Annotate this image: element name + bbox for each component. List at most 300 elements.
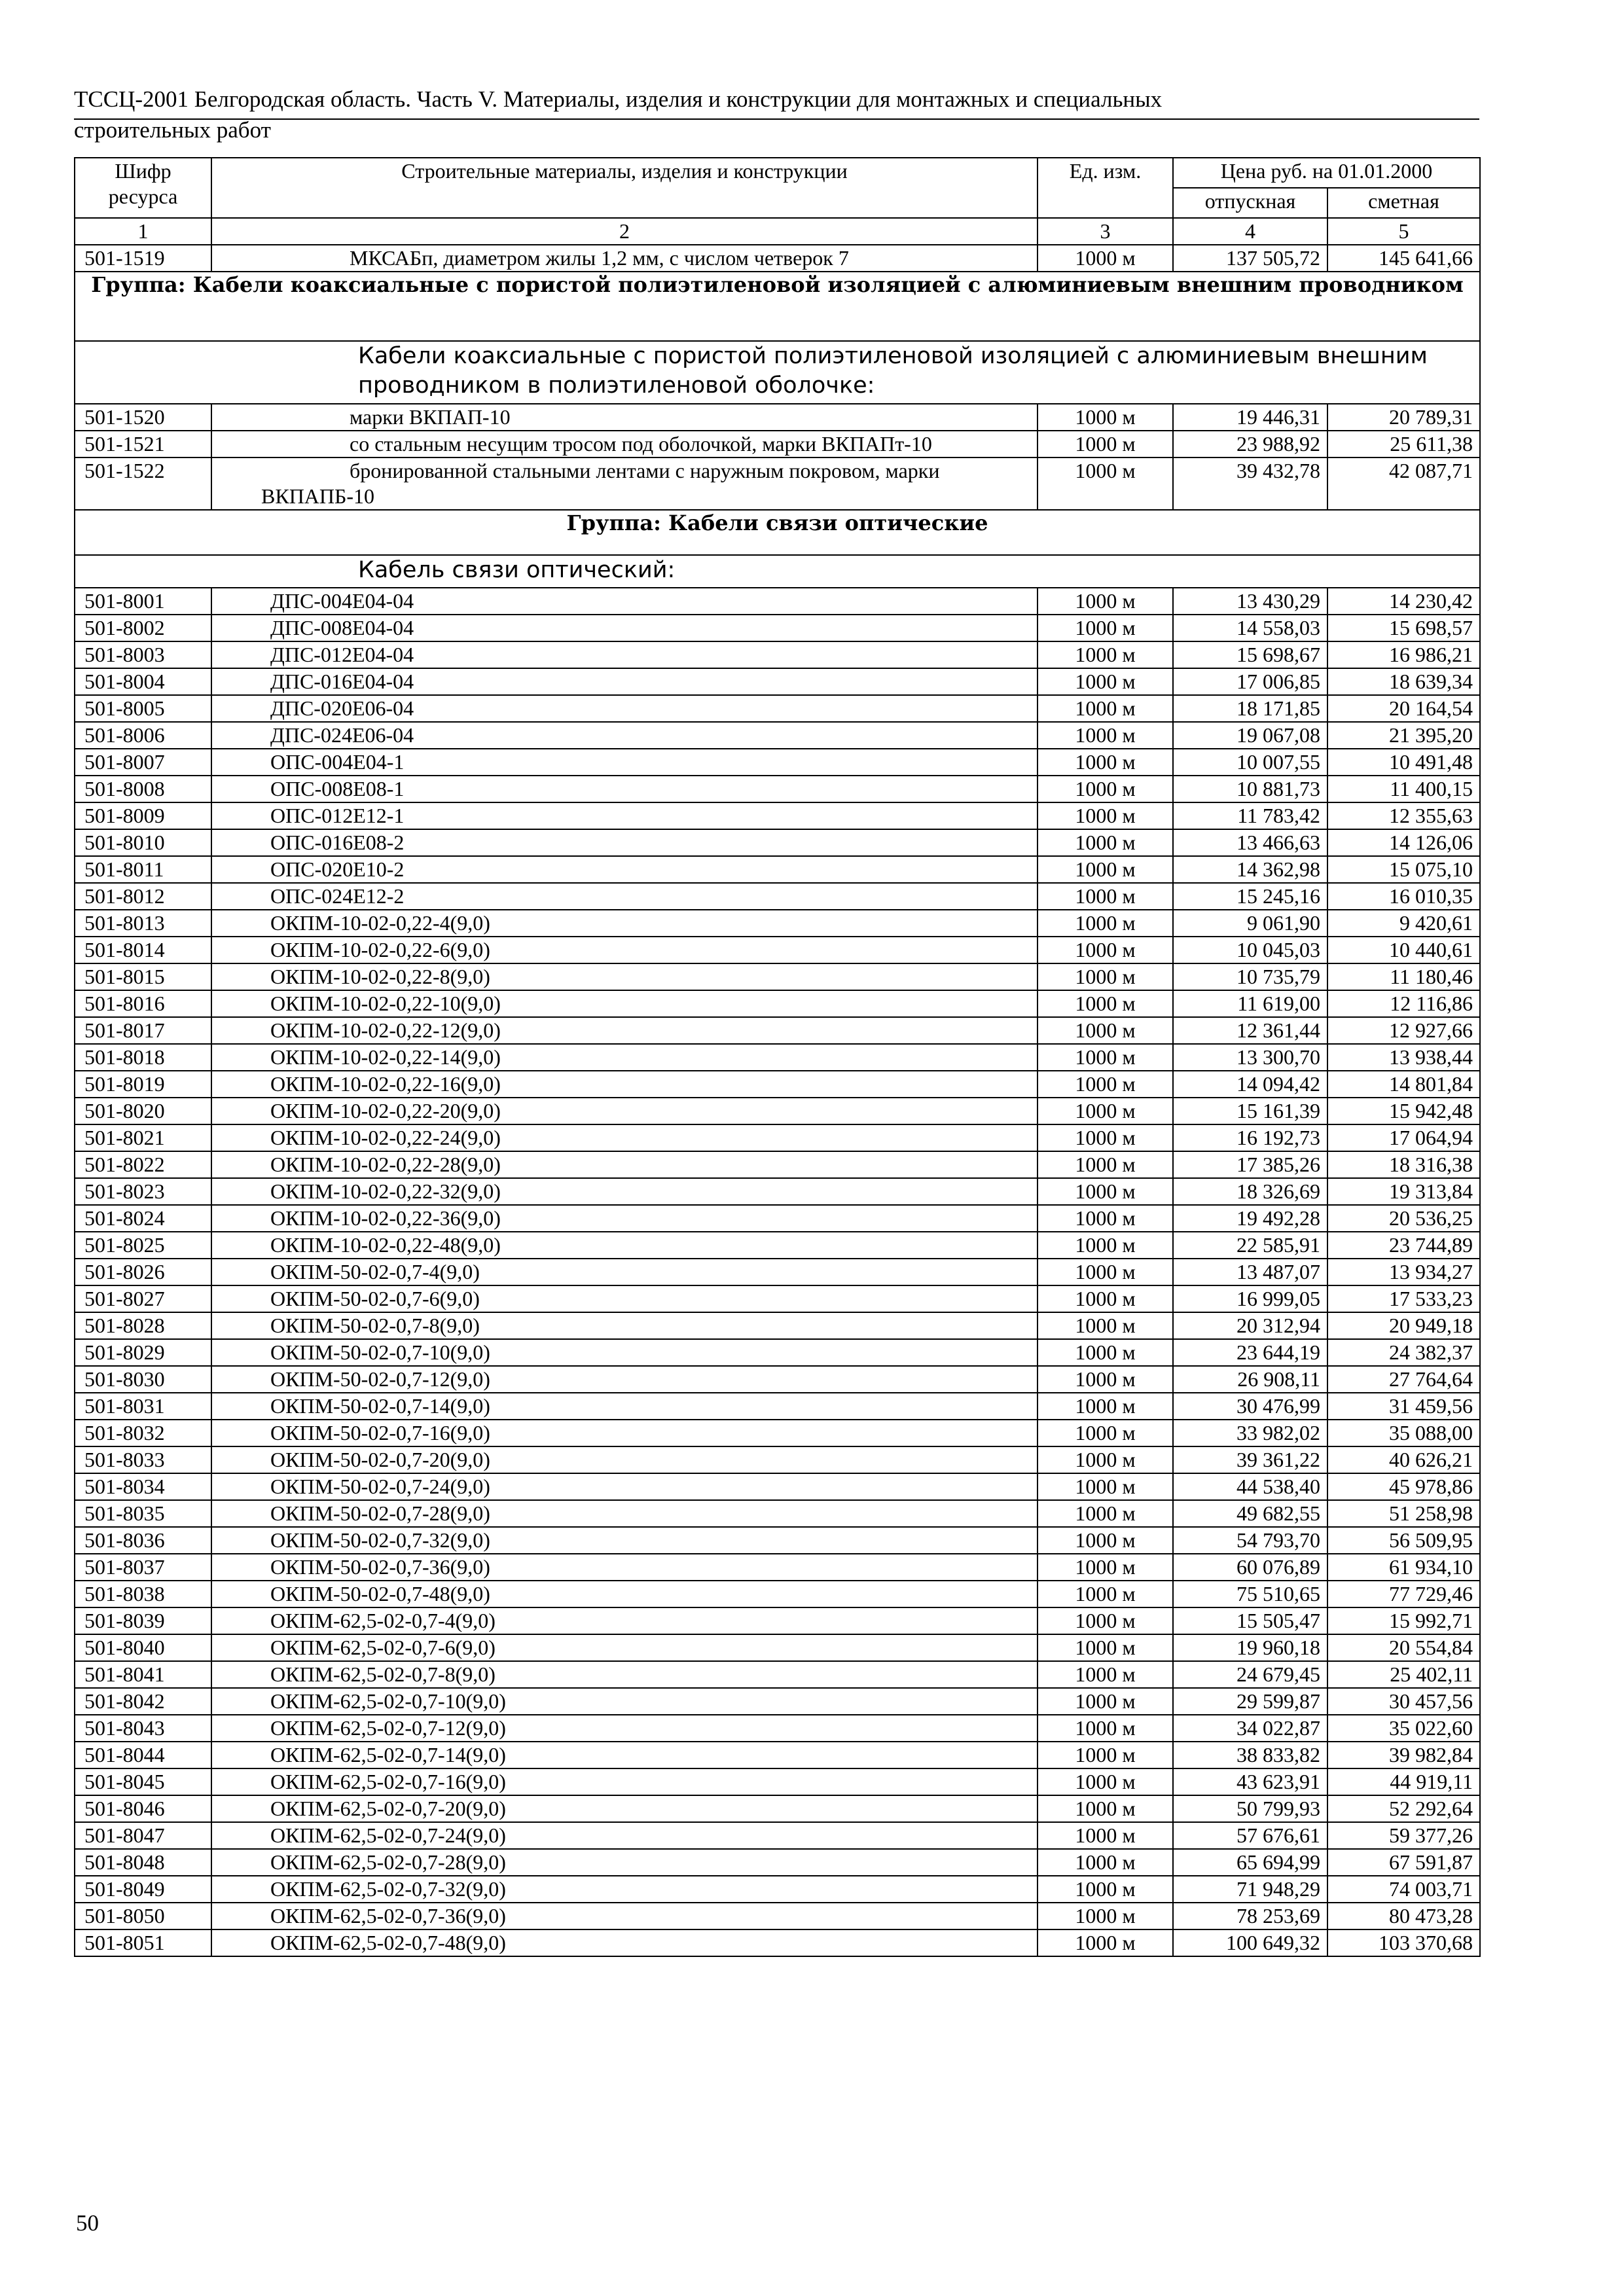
price-estimate: 103 370,68 xyxy=(1327,1929,1480,1956)
resource-code: 501-8030 xyxy=(75,1366,211,1393)
price-wholesale: 12 361,44 xyxy=(1173,1017,1327,1044)
resource-name: ОПС-024Е12-2 xyxy=(211,883,1038,910)
price-estimate: 145 641,66 xyxy=(1327,245,1480,272)
resource-unit: 1000 м xyxy=(1038,1339,1173,1366)
resource-code: 501-8048 xyxy=(75,1849,211,1876)
price-estimate: 25 611,38 xyxy=(1327,431,1480,457)
resource-name: со стальным несущим тросом под оболочкой, марки ВКПАПт-10 xyxy=(211,431,1038,457)
resource-code: 501-8024 xyxy=(75,1205,211,1232)
price-wholesale: 26 908,11 xyxy=(1173,1366,1327,1393)
price-estimate: 20 949,18 xyxy=(1327,1312,1480,1339)
col-number: 2 xyxy=(211,218,1038,245)
table-row xyxy=(75,1903,1480,1929)
price-estimate: 15 075,10 xyxy=(1327,856,1480,883)
resource-code: 501-8019 xyxy=(75,1071,211,1098)
price-wholesale: 13 300,70 xyxy=(1173,1044,1327,1071)
resource-name xyxy=(211,457,1038,510)
resource-unit: 1000 м xyxy=(1038,1259,1173,1285)
resource-code: 501-8010 xyxy=(75,829,211,856)
resource-code: 501-8016 xyxy=(75,990,211,1017)
table-row xyxy=(75,802,1480,829)
subheading-text: Кабели коаксиальные с пористой полиэтиленовой изоляцией с алюминиевым внешним проводником в полиэтиленовой оболочке: xyxy=(211,341,1480,404)
resource-unit: 1000 м xyxy=(1038,1017,1173,1044)
resource-unit: 1000 м xyxy=(1038,1312,1173,1339)
price-estimate: 35 088,00 xyxy=(1327,1420,1480,1446)
resource-name: ОКПМ-62,5-02-0,7-8(9,0) xyxy=(211,1661,1038,1688)
table-row xyxy=(75,1473,1480,1500)
table-row xyxy=(75,695,1480,722)
price-estimate: 80 473,28 xyxy=(1327,1903,1480,1929)
resource-unit: 1000 м xyxy=(1038,404,1173,431)
price-wholesale: 19 492,28 xyxy=(1173,1205,1327,1232)
col-number: 4 xyxy=(1173,218,1327,245)
table-row xyxy=(75,1929,1480,1956)
table-row xyxy=(75,1151,1480,1178)
price-table xyxy=(74,157,1481,1957)
resource-code: 501-8020 xyxy=(75,1098,211,1124)
price-wholesale: 10 045,03 xyxy=(1173,937,1327,963)
price-estimate: 14 230,42 xyxy=(1327,588,1480,615)
resource-unit: 1000 м xyxy=(1038,1420,1173,1446)
resource-unit: 1000 м xyxy=(1038,1688,1173,1715)
resource-name: ОКПМ-62,5-02-0,7-10(9,0) xyxy=(211,1688,1038,1715)
resource-unit: 1000 м xyxy=(1038,1822,1173,1849)
resource-unit: 1000 м xyxy=(1038,457,1173,510)
table-row xyxy=(75,722,1480,749)
resource-unit: 1000 м xyxy=(1038,856,1173,883)
resource-unit: 1000 м xyxy=(1038,722,1173,749)
resource-name: ОКПМ-62,5-02-0,7-6(9,0) xyxy=(211,1634,1038,1661)
resource-unit: 1000 м xyxy=(1038,1285,1173,1312)
table-row xyxy=(75,1232,1480,1259)
price-estimate: 11 180,46 xyxy=(1327,963,1480,990)
resource-unit: 1000 м xyxy=(1038,1634,1173,1661)
table-row xyxy=(75,1527,1480,1554)
price-wholesale: 10 881,73 xyxy=(1173,776,1327,802)
resource-code: 501-8041 xyxy=(75,1661,211,1688)
price-wholesale: 39 361,22 xyxy=(1173,1446,1327,1473)
resource-name: ОПС-020Е10-2 xyxy=(211,856,1038,883)
price-wholesale: 22 585,91 xyxy=(1173,1232,1327,1259)
price-wholesale: 13 487,07 xyxy=(1173,1259,1327,1285)
resource-unit: 1000 м xyxy=(1038,1527,1173,1554)
resource-name: ОКПМ-10-02-0,22-24(9,0) xyxy=(211,1124,1038,1151)
price-wholesale: 20 312,94 xyxy=(1173,1312,1327,1339)
resource-code: 501-8029 xyxy=(75,1339,211,1366)
table-row xyxy=(75,1607,1480,1634)
price-wholesale: 15 161,39 xyxy=(1173,1098,1327,1124)
price-estimate: 27 764,64 xyxy=(1327,1366,1480,1393)
resource-code: 501-1522 xyxy=(75,457,211,510)
table-row xyxy=(75,1017,1480,1044)
table-row xyxy=(75,1688,1480,1715)
resource-name: ОКПМ-10-02-0,22-4(9,0) xyxy=(211,910,1038,937)
resource-code: 501-8049 xyxy=(75,1876,211,1903)
resource-name: ОКПМ-50-02-0,7-36(9,0) xyxy=(211,1554,1038,1581)
table-row xyxy=(75,776,1480,802)
header-code: Шифр ресурса xyxy=(75,158,211,218)
resource-unit: 1000 м xyxy=(1038,695,1173,722)
resource-code: 501-8009 xyxy=(75,802,211,829)
table-row xyxy=(75,856,1480,883)
price-wholesale: 43 623,91 xyxy=(1173,1768,1327,1795)
resource-code: 501-8007 xyxy=(75,749,211,776)
resource-code: 501-8044 xyxy=(75,1742,211,1768)
resource-code: 501-8025 xyxy=(75,1232,211,1259)
table-row xyxy=(75,1339,1480,1366)
price-wholesale: 65 694,99 xyxy=(1173,1849,1327,1876)
resource-code: 501-8028 xyxy=(75,1312,211,1339)
group-heading-row xyxy=(75,272,1480,341)
price-wholesale: 14 362,98 xyxy=(1173,856,1327,883)
resource-name: ОКПМ-10-02-0,22-48(9,0) xyxy=(211,1232,1038,1259)
resource-code: 501-8002 xyxy=(75,615,211,641)
table-row xyxy=(75,1849,1480,1876)
resource-name: ОКПМ-10-02-0,22-16(9,0) xyxy=(211,1071,1038,1098)
price-wholesale: 11 783,42 xyxy=(1173,802,1327,829)
table-row xyxy=(75,1205,1480,1232)
resource-code: 501-8037 xyxy=(75,1554,211,1581)
resource-code: 501-8026 xyxy=(75,1259,211,1285)
table-row xyxy=(75,1661,1480,1688)
resource-code: 501-8023 xyxy=(75,1178,211,1205)
price-estimate: 77 729,46 xyxy=(1327,1581,1480,1607)
price-estimate: 25 402,11 xyxy=(1327,1661,1480,1688)
resource-unit: 1000 м xyxy=(1038,431,1173,457)
resource-code: 501-8011 xyxy=(75,856,211,883)
price-estimate: 59 377,26 xyxy=(1327,1822,1480,1849)
price-estimate: 51 258,98 xyxy=(1327,1500,1480,1527)
resource-name: ОКПМ-10-02-0,22-36(9,0) xyxy=(211,1205,1038,1232)
price-wholesale: 15 245,16 xyxy=(1173,883,1327,910)
table-row xyxy=(75,963,1480,990)
price-wholesale: 78 253,69 xyxy=(1173,1903,1327,1929)
table-row xyxy=(75,990,1480,1017)
resource-unit: 1000 м xyxy=(1038,1607,1173,1634)
resource-code: 501-8003 xyxy=(75,641,211,668)
resource-name: ОКПМ-62,5-02-0,7-14(9,0) xyxy=(211,1742,1038,1768)
resource-name: ОКПМ-50-02-0,7-4(9,0) xyxy=(211,1259,1038,1285)
col-number: 1 xyxy=(75,218,211,245)
resource-name: ОКПМ-50-02-0,7-20(9,0) xyxy=(211,1446,1038,1473)
resource-name: ОКПМ-10-02-0,22-10(9,0) xyxy=(211,990,1038,1017)
resource-code: 501-8040 xyxy=(75,1634,211,1661)
resource-code: 501-8043 xyxy=(75,1715,211,1742)
price-estimate: 15 942,48 xyxy=(1327,1098,1480,1124)
price-wholesale: 11 619,00 xyxy=(1173,990,1327,1017)
resource-name: ОКПМ-62,5-02-0,7-32(9,0) xyxy=(211,1876,1038,1903)
resource-unit: 1000 м xyxy=(1038,1500,1173,1527)
resource-code: 501-8051 xyxy=(75,1929,211,1956)
price-estimate: 10 491,48 xyxy=(1327,749,1480,776)
resource-code: 501-8035 xyxy=(75,1500,211,1527)
table-row xyxy=(75,1366,1480,1393)
resource-unit: 1000 м xyxy=(1038,1795,1173,1822)
resource-unit: 1000 м xyxy=(1038,1098,1173,1124)
table-row xyxy=(75,749,1480,776)
price-wholesale: 9 061,90 xyxy=(1173,910,1327,937)
price-estimate: 24 382,37 xyxy=(1327,1339,1480,1366)
table-row xyxy=(75,615,1480,641)
table-row xyxy=(75,910,1480,937)
resource-name: ОПС-012Е12-1 xyxy=(211,802,1038,829)
table-row xyxy=(75,1446,1480,1473)
subheading-text: Кабель связи оптический: xyxy=(211,555,1480,588)
table-row xyxy=(75,829,1480,856)
resource-unit: 1000 м xyxy=(1038,1849,1173,1876)
resource-unit: 1000 м xyxy=(1038,1446,1173,1473)
resource-unit: 1000 м xyxy=(1038,1554,1173,1581)
resource-code: 501-8008 xyxy=(75,776,211,802)
table-row xyxy=(75,668,1480,695)
resource-unit: 1000 м xyxy=(1038,937,1173,963)
header-estimate: сметная xyxy=(1327,188,1480,218)
resource-unit: 1000 м xyxy=(1038,1178,1173,1205)
resource-code: 501-8042 xyxy=(75,1688,211,1715)
price-estimate: 12 116,86 xyxy=(1327,990,1480,1017)
price-estimate: 13 934,27 xyxy=(1327,1259,1480,1285)
price-wholesale: 23 988,92 xyxy=(1173,431,1327,457)
resource-name: ДПС-004Е04-04 xyxy=(211,588,1038,615)
price-estimate: 31 459,56 xyxy=(1327,1393,1480,1420)
resource-name: ДПС-016Е04-04 xyxy=(211,668,1038,695)
price-wholesale: 14 094,42 xyxy=(1173,1071,1327,1098)
resource-name: ОКПМ-10-02-0,22-6(9,0) xyxy=(211,937,1038,963)
resource-code: 501-8038 xyxy=(75,1581,211,1607)
resource-name: ОКПМ-50-02-0,7-24(9,0) xyxy=(211,1473,1038,1500)
resource-unit: 1000 м xyxy=(1038,245,1173,272)
resource-name: ОКПМ-62,5-02-0,7-36(9,0) xyxy=(211,1903,1038,1929)
resource-name: ОКПМ-50-02-0,7-14(9,0) xyxy=(211,1393,1038,1420)
resource-code: 501-8045 xyxy=(75,1768,211,1795)
resource-unit: 1000 м xyxy=(1038,1581,1173,1607)
resource-name: ОКПМ-62,5-02-0,7-24(9,0) xyxy=(211,1822,1038,1849)
price-wholesale: 49 682,55 xyxy=(1173,1500,1327,1527)
price-wholesale: 71 948,29 xyxy=(1173,1876,1327,1903)
resource-code: 501-8006 xyxy=(75,722,211,749)
header-name: Строительные материалы, изделия и конструкции xyxy=(211,158,1038,218)
resource-unit: 1000 м xyxy=(1038,749,1173,776)
resource-code: 501-8033 xyxy=(75,1446,211,1473)
table-row xyxy=(75,1876,1480,1903)
table-row xyxy=(75,1259,1480,1285)
resource-name: ОПС-004Е04-1 xyxy=(211,749,1038,776)
price-estimate: 12 927,66 xyxy=(1327,1017,1480,1044)
resource-unit: 1000 м xyxy=(1038,588,1173,615)
price-wholesale: 30 476,99 xyxy=(1173,1393,1327,1420)
price-estimate: 30 457,56 xyxy=(1327,1688,1480,1715)
price-estimate: 19 313,84 xyxy=(1327,1178,1480,1205)
price-estimate: 42 087,71 xyxy=(1327,457,1480,510)
price-wholesale: 19 960,18 xyxy=(1173,1634,1327,1661)
resource-name-line-1: бронированной стальными лентами с наружным покровом, марки xyxy=(350,459,940,482)
resource-unit: 1000 м xyxy=(1038,1903,1173,1929)
resource-code: 501-1520 xyxy=(75,404,211,431)
price-wholesale: 16 999,05 xyxy=(1173,1285,1327,1312)
resource-code: 501-8027 xyxy=(75,1285,211,1312)
price-estimate: 16 986,21 xyxy=(1327,641,1480,668)
resource-name: ДПС-020Е06-04 xyxy=(211,695,1038,722)
resource-code: 501-8032 xyxy=(75,1420,211,1446)
price-estimate: 67 591,87 xyxy=(1327,1849,1480,1876)
table-row xyxy=(75,245,1480,272)
table-row xyxy=(75,1715,1480,1742)
price-wholesale: 19 446,31 xyxy=(1173,404,1327,431)
price-estimate: 45 978,86 xyxy=(1327,1473,1480,1500)
resource-code: 501-8017 xyxy=(75,1017,211,1044)
resource-code: 501-8013 xyxy=(75,910,211,937)
resource-unit: 1000 м xyxy=(1038,829,1173,856)
resource-name: ОКПМ-50-02-0,7-12(9,0) xyxy=(211,1366,1038,1393)
price-wholesale: 10 735,79 xyxy=(1173,963,1327,990)
resource-name: ОКПМ-10-02-0,22-32(9,0) xyxy=(211,1178,1038,1205)
header-rule xyxy=(74,118,1479,120)
price-wholesale: 60 076,89 xyxy=(1173,1554,1327,1581)
price-estimate: 20 554,84 xyxy=(1327,1634,1480,1661)
resource-code: 501-8015 xyxy=(75,963,211,990)
price-wholesale: 23 644,19 xyxy=(1173,1339,1327,1366)
resource-unit: 1000 м xyxy=(1038,668,1173,695)
resource-unit: 1000 м xyxy=(1038,1473,1173,1500)
running-header xyxy=(74,84,1449,145)
price-estimate: 10 440,61 xyxy=(1327,937,1480,963)
resource-name: ОКПМ-10-02-0,22-14(9,0) xyxy=(211,1044,1038,1071)
group-title: Группа: Кабели коаксиальные с пористой полиэтиленовой изоляцией с алюминиевым внешним проводником xyxy=(75,272,1480,341)
header-price: Цена руб. на 01.01.2000 xyxy=(1173,158,1480,188)
resource-code: 501-8004 xyxy=(75,668,211,695)
price-estimate: 61 934,10 xyxy=(1327,1554,1480,1581)
price-estimate: 9 420,61 xyxy=(1327,910,1480,937)
price-wholesale: 13 466,63 xyxy=(1173,829,1327,856)
subheading-row xyxy=(75,341,1480,404)
price-wholesale: 13 430,29 xyxy=(1173,588,1327,615)
price-wholesale: 15 698,67 xyxy=(1173,641,1327,668)
resource-unit: 1000 м xyxy=(1038,1768,1173,1795)
resource-unit: 1000 м xyxy=(1038,910,1173,937)
resource-unit: 1000 м xyxy=(1038,1151,1173,1178)
table-row xyxy=(75,883,1480,910)
resource-name: ОКПМ-10-02-0,22-8(9,0) xyxy=(211,963,1038,990)
resource-name: ОКПМ-10-02-0,22-28(9,0) xyxy=(211,1151,1038,1178)
price-wholesale: 15 505,47 xyxy=(1173,1607,1327,1634)
resource-code: 501-8001 xyxy=(75,588,211,615)
price-wholesale: 18 171,85 xyxy=(1173,695,1327,722)
price-estimate: 15 992,71 xyxy=(1327,1607,1480,1634)
resource-unit: 1000 м xyxy=(1038,883,1173,910)
header-unit: Ед. изм. xyxy=(1038,158,1173,218)
resource-unit: 1000 м xyxy=(1038,641,1173,668)
resource-unit: 1000 м xyxy=(1038,1929,1173,1956)
resource-unit: 1000 м xyxy=(1038,990,1173,1017)
group-heading-row xyxy=(75,510,1480,555)
table-row xyxy=(75,1285,1480,1312)
resource-unit: 1000 м xyxy=(1038,1124,1173,1151)
price-wholesale: 34 022,87 xyxy=(1173,1715,1327,1742)
resource-name: ОПС-016Е08-2 xyxy=(211,829,1038,856)
column-number-row xyxy=(75,218,1480,245)
resource-unit: 1000 м xyxy=(1038,1232,1173,1259)
price-estimate: 17 533,23 xyxy=(1327,1285,1480,1312)
table-row xyxy=(75,641,1480,668)
table-row xyxy=(75,1420,1480,1446)
resource-name: ОКПМ-50-02-0,7-28(9,0) xyxy=(211,1500,1038,1527)
table-row xyxy=(75,457,1480,510)
resource-code: 501-1521 xyxy=(75,431,211,457)
resource-name: ОКПМ-10-02-0,22-20(9,0) xyxy=(211,1098,1038,1124)
price-wholesale: 29 599,87 xyxy=(1173,1688,1327,1715)
resource-code: 501-8012 xyxy=(75,883,211,910)
price-estimate: 20 789,31 xyxy=(1327,404,1480,431)
price-wholesale: 24 679,45 xyxy=(1173,1661,1327,1688)
price-wholesale: 44 538,40 xyxy=(1173,1473,1327,1500)
price-wholesale: 10 007,55 xyxy=(1173,749,1327,776)
price-wholesale: 16 192,73 xyxy=(1173,1124,1327,1151)
price-estimate: 74 003,71 xyxy=(1327,1876,1480,1903)
price-estimate: 23 744,89 xyxy=(1327,1232,1480,1259)
resource-unit: 1000 м xyxy=(1038,1044,1173,1071)
resource-unit: 1000 м xyxy=(1038,1876,1173,1903)
subheading-row xyxy=(75,555,1480,588)
resource-name: ОКПМ-10-02-0,22-12(9,0) xyxy=(211,1017,1038,1044)
resource-code: 501-8014 xyxy=(75,937,211,963)
price-estimate: 15 698,57 xyxy=(1327,615,1480,641)
resource-code: 501-8021 xyxy=(75,1124,211,1151)
price-wholesale: 33 982,02 xyxy=(1173,1420,1327,1446)
price-wholesale: 50 799,93 xyxy=(1173,1795,1327,1822)
price-estimate: 52 292,64 xyxy=(1327,1795,1480,1822)
resource-name: ОКПМ-50-02-0,7-48(9,0) xyxy=(211,1581,1038,1607)
header-line-2: строительных работ xyxy=(74,117,271,143)
resource-code: 501-8047 xyxy=(75,1822,211,1849)
col-number: 3 xyxy=(1038,218,1173,245)
table-row xyxy=(75,1742,1480,1768)
resource-name: ДПС-008Е04-04 xyxy=(211,615,1038,641)
resource-name: ОКПМ-62,5-02-0,7-48(9,0) xyxy=(211,1929,1038,1956)
resource-code: 501-8034 xyxy=(75,1473,211,1500)
price-estimate: 21 395,20 xyxy=(1327,722,1480,749)
price-wholesale: 137 505,72 xyxy=(1173,245,1327,272)
resource-name: ОКПМ-62,5-02-0,7-28(9,0) xyxy=(211,1849,1038,1876)
resource-code: 501-8036 xyxy=(75,1527,211,1554)
resource-name: ОПС-008Е08-1 xyxy=(211,776,1038,802)
resource-name: ДПС-012Е04-04 xyxy=(211,641,1038,668)
price-wholesale: 17 006,85 xyxy=(1173,668,1327,695)
table-row xyxy=(75,588,1480,615)
resource-code: 501-8018 xyxy=(75,1044,211,1071)
header-wholesale: отпускная xyxy=(1173,188,1327,218)
table-row xyxy=(75,1634,1480,1661)
price-wholesale: 57 676,61 xyxy=(1173,1822,1327,1849)
price-estimate: 14 126,06 xyxy=(1327,829,1480,856)
resource-unit: 1000 м xyxy=(1038,802,1173,829)
price-estimate: 18 316,38 xyxy=(1327,1151,1480,1178)
resource-unit: 1000 м xyxy=(1038,776,1173,802)
resource-name-line-2: ВКПАПБ-10 xyxy=(261,484,375,508)
table-row xyxy=(75,1098,1480,1124)
col-number: 5 xyxy=(1327,218,1480,245)
resource-code: 501-8050 xyxy=(75,1903,211,1929)
price-estimate: 20 536,25 xyxy=(1327,1205,1480,1232)
resource-name: ОКПМ-50-02-0,7-16(9,0) xyxy=(211,1420,1038,1446)
header-line-1: ТССЦ-2001 Белгородская область. Часть V. Материалы, изделия и конструкции для монтажных и специальных xyxy=(74,86,1163,112)
price-estimate: 40 626,21 xyxy=(1327,1446,1480,1473)
table-row xyxy=(75,1581,1480,1607)
price-wholesale: 19 067,08 xyxy=(1173,722,1327,749)
table-row xyxy=(75,1044,1480,1071)
table-row xyxy=(75,1178,1480,1205)
price-estimate: 17 064,94 xyxy=(1327,1124,1480,1151)
price-wholesale: 39 432,78 xyxy=(1173,457,1327,510)
